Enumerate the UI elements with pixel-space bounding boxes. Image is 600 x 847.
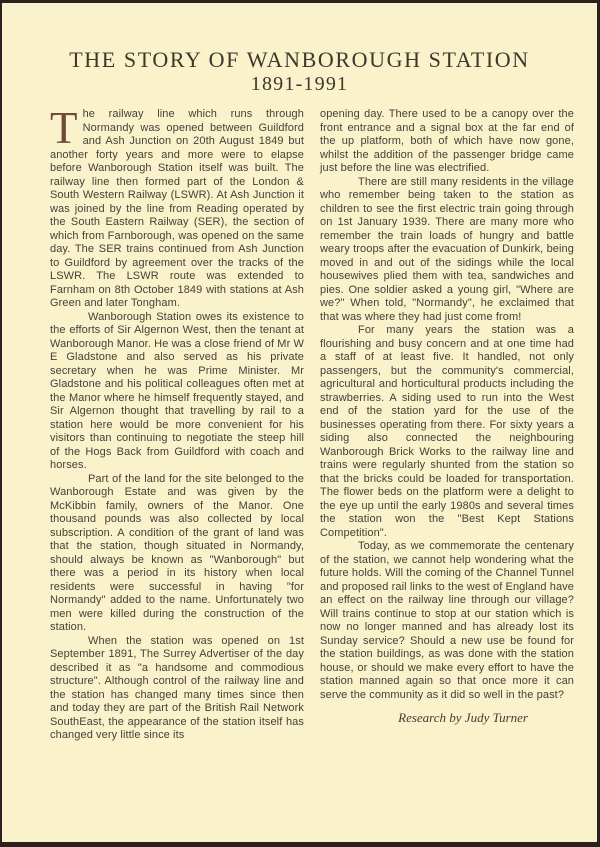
paragraph-opening-text: he railway line which runs through Normandy was opened between Guildford and Ash Junction on 20th August 1849 but another forty years and more were to elapse before Wanborough Station itself was built. The railway line then formed part of the London & South Western Railway (LSWR). At Ash Junction it was joined by the line from Reading operated by the South Eastern Railway (SER), the section of which from Farnborough, was opened on the same day. The SER trains continued from Ash Junction to Guildford by agreement over the tracks of the LSWR. The LSWR route was extended to Farnham on 8th October 1849 with stations at Ash Green and later Tongham. <box>50 108 304 309</box>
page-title-line1: THE STORY OF WANBOROUGH STATION <box>69 47 530 72</box>
document-page <box>2 3 597 842</box>
paragraph-algernon-west: Wanborough Station owes its existence to the efforts of Sir Algernon West, then the tenant at Wanborough Manor. He was a close friend of Mr W E Gladstone and also served as his private secretary when he was Prime Minister. Mr Gladstone and his political colleagues often met at the Manor where he himself frequently stayed, and Sir Algernon thought that travelling by rail to a station here would be more convenient for his visitors than continuing to negotiate the steep hill of the Hogs Back from Guildford with coach and horses. <box>50 310 304 471</box>
paragraph-centenary-future: Today, as we commemorate the centenary of the station, we cannot help wondering what the future holds. Will the coming of the Channel Tunnel and proposed rail links to the west of England have an effect on the railway line through our village? Will trains continue to stop at our station which is now no longer manned and has already lost its Sunday service? Should a new use be found for the station buildings, as was done with the station house, or should we make every effort to have the station manned again so that once more it can serve the community as it did so well in the past? <box>320 540 574 701</box>
page-title <box>50 47 549 96</box>
paragraph-station-opening: When the station was opened on 1st September 1891, The Surrey Advertiser of the day described it as "a handsome and commodious structure". Although control of the railway line and the station has changed many times since then and today they are part of the British Rail Network SouthEast, the appearance of the station itself has changed very little since its <box>50 634 304 741</box>
research-credit: Research by Judy Turner <box>398 710 528 725</box>
paragraph-opening-day-continuation: opening day. There used to be a canopy over the front entrance and a signal box at the far end of the up platform, both of which have now gone, whilst the addition of the passenger bridge came just before the line was electrified. <box>320 108 574 174</box>
paragraph-residents-memories: There are still many residents in the village who remember being taken to the station as children to see the first electric train going through on 1st January 1939. There are many more who remember the train loads of hungry and battle weary troops after the evacuation of Dunkirk, being moved in and out of the sidings while the local housewives plied them with tea, sandwiches and pies. One soldier asked a young girl, "Where are we?" When told, "Normandy", he exclaimed that that was where they had just come from! <box>320 175 574 323</box>
paragraph-flourishing-station: For many years the station was a flourishing and busy concern and at one time had a staff of at least five. It handled, not only passengers, but the community's commercial, agricultural and horticultural products including the strawberries. A siding used to run into the West end of the station yard for the use of the businesses operating from there. For sixty years a siding also connected the neighbouring Wanborough Brick Works to the railway line and trains were regularly shunted from the station so that the bricks could be loaded for transportation. The flower beds on the platform were a delight to the eye up until the early 1980s and several times the station won the "Best Kept Stations Competition". <box>320 324 574 539</box>
drop-cap: T <box>50 103 78 153</box>
paragraph-opening <box>50 103 304 311</box>
left-column <box>50 103 304 743</box>
two-column-body <box>50 103 574 743</box>
page-title-line2: 1891-1991 <box>250 73 349 95</box>
right-column <box>320 108 574 743</box>
paragraph-land-grant: Part of the land for the site belonged to the Wanborough Estate and was given by the McKibbin family, owners of the Manor. One thousand pounds was also collected by local subscription. A condition of the grant of land was that the station, though situated in Normandy, should always be known as "Wanborough" but there was a period in its history when local residents were successful in having "for Normandy" added to the name. Unfortunately two men were killed during the construction of the station. <box>50 472 304 633</box>
